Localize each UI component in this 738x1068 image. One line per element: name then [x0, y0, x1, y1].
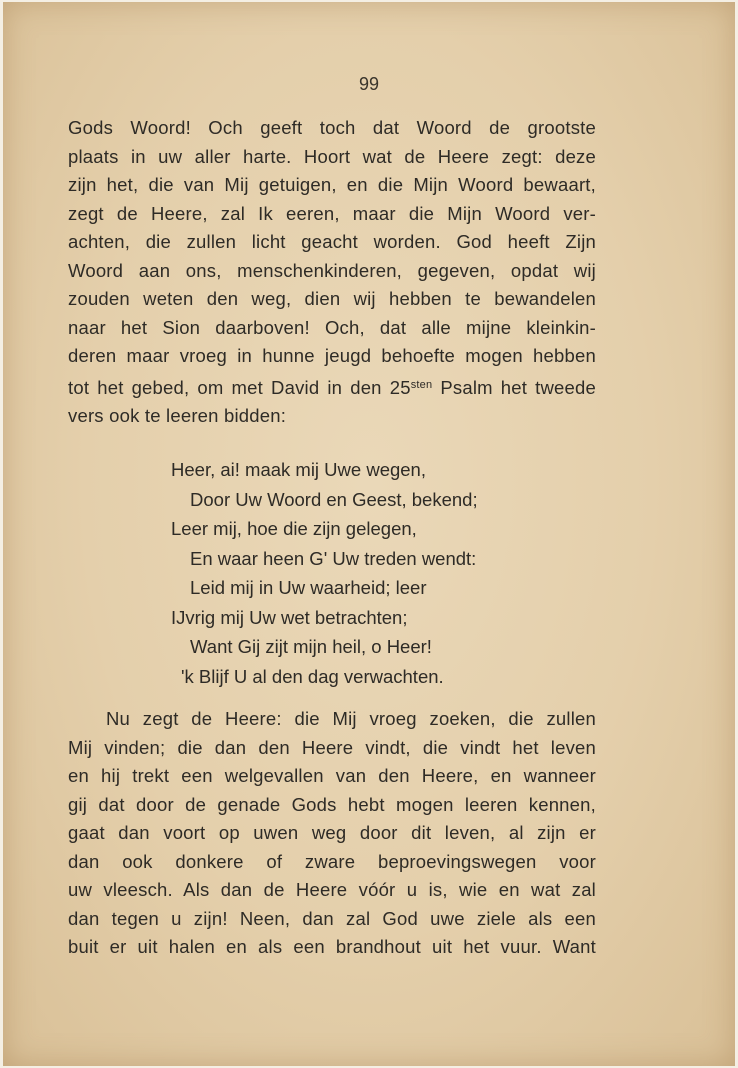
text-line: dan tegen u zijn! Neen, dan zal God uwe ziele als een [68, 907, 596, 929]
text-line: buit er uit halen en als een brandhout uit het vuur. Want [68, 936, 596, 957]
text-line: naar het Sion daarboven! Och, dat alle mijne kleinkin- [68, 316, 596, 338]
verse-line: Door Uw Woord en Geest, bekend; [190, 488, 478, 510]
verse-line: Leid mij in Uw waarheid; leer [190, 577, 427, 598]
text-line: deren maar vroeg in hunne jeugd behoefte mogen hebben [68, 345, 596, 366]
verse-line: IJvrig mij Uw wet betrachten; [171, 606, 408, 628]
text-line: achten, die zullen licht geacht worden. God heeft Zijn [68, 231, 596, 252]
text-fragment: tot het gebed, om met David in den 25 [68, 376, 411, 398]
verse-line: Heer, ai! maak mij Uwe wegen, [171, 459, 426, 480]
page-number: 99 [358, 74, 380, 94]
text-fragment: Psalm het tweede [432, 376, 596, 398]
verse-line: 'k Blijf U al den dag verwachten. [181, 665, 444, 687]
paragraph-2 [68, 705, 596, 962]
text-line: Mij vinden; die dan den Heere vindt, die vindt het leven [68, 736, 596, 758]
verse-line: En waar heen G' Uw treden wendt: [190, 547, 477, 569]
text-line: zegt de Heere, zal Ik eeren, maar die Mijn Woord ver- [68, 202, 596, 224]
text-line: Woord aan ons, menschenkinderen, gegeven, opdat wij [68, 259, 596, 281]
text-line-psalm [68, 371, 596, 403]
verse-line: Leer mij, hoe die zijn gelegen, [171, 518, 417, 539]
text-line: vers ook te leeren bidden: [68, 405, 287, 426]
text-line: gaat dan voort op uwen weg door dit leven, al zijn er [68, 822, 596, 843]
text-line: en hij trekt een welgevallen van den Heere, en wanneer [68, 765, 596, 786]
text-line: plaats in uw aller harte. Hoort wat de Heere zegt: deze [68, 145, 596, 167]
text-line: zouden weten den weg, dien wij hebben te bewandelen [68, 288, 596, 309]
text-line: uw vleesch. Als dan de Heere vóór u is, wie en wat zal [68, 879, 596, 900]
text-line: dan ook donkere of zware beproevingswegen voor [68, 850, 596, 872]
text-line: zijn het, die van Mij getuigen, en die Mijn Woord bewaart, [68, 174, 596, 195]
verse-line: Want Gij zijt mijn heil, o Heer! [190, 636, 432, 657]
superscript: sten [410, 378, 433, 391]
book-page [3, 2, 735, 1066]
text-line: Gods Woord! Och geeft toch dat Woord de grootste [68, 117, 596, 138]
psalm-verse [3, 455, 735, 691]
text-line: Nu zegt de Heere: die Mij vroeg zoeken, die zullen [106, 708, 596, 729]
paragraph-1 [68, 114, 596, 431]
text-line: gij dat door de genade Gods hebt mogen leeren kennen, [68, 793, 596, 815]
